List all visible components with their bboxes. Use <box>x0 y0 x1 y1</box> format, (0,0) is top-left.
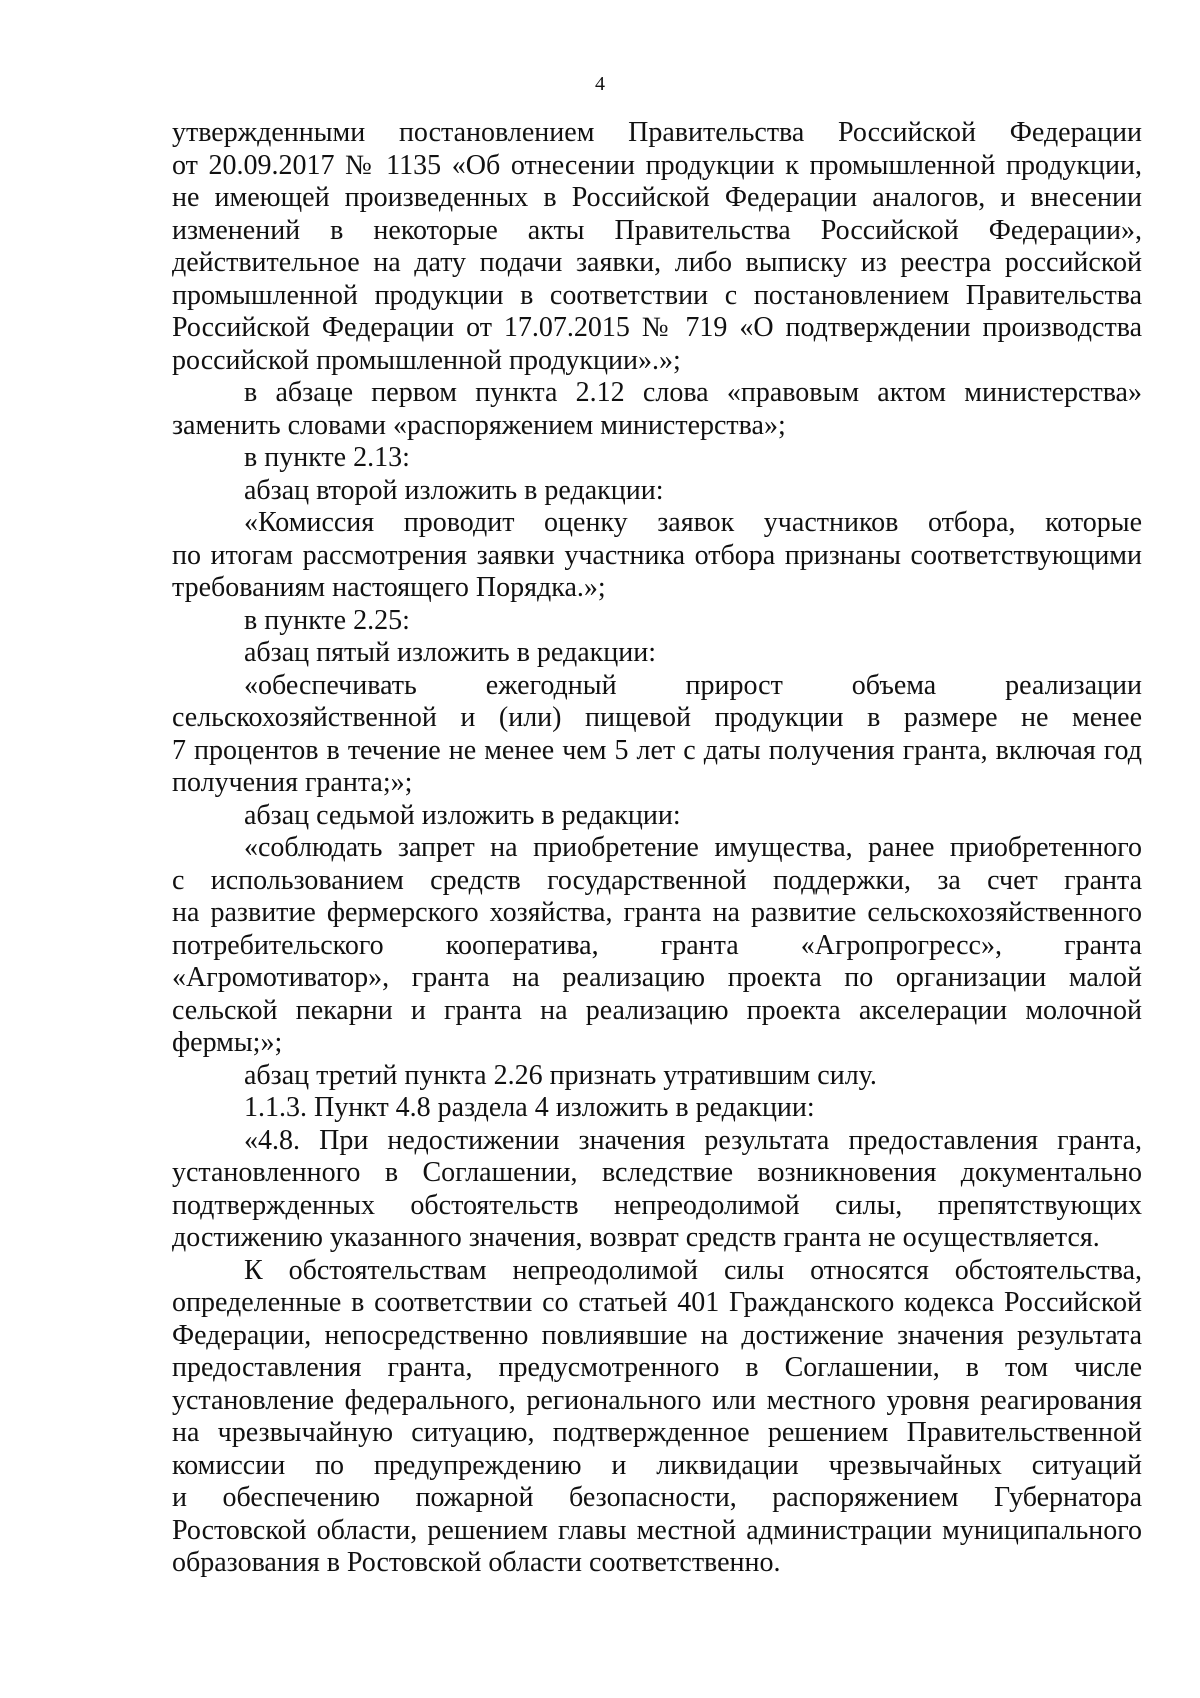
text-line: 7 процентов в течение не менее чем 5 лет с даты получения гранта, включая год <box>172 734 1142 766</box>
text-line: подтвержденных обстоятельств непреодолимой силы, препятствующих <box>172 1189 1142 1221</box>
text-line: установленного в Соглашении, вследствие возникновения документально <box>172 1157 1142 1188</box>
text-line: установление федерального, регионального или местного уровня реагирования <box>172 1384 1142 1416</box>
document-body <box>172 117 1142 1580</box>
text-line: и обеспечению пожарной безопасности, распоряжением Губернатора <box>172 1482 1142 1513</box>
text-line: требованиям настоящего Порядка.»; <box>172 572 606 603</box>
text-line: в абзаце первом пункта 2.12 слова «правовым актом министерства» <box>244 377 1142 408</box>
text-line: сельской пекарни и гранта на реализацию проекта акселерации молочной <box>172 994 1142 1026</box>
text-line: промышленной продукции в соответствии с постановлением Правительства <box>172 279 1142 311</box>
text-line: Ростовской области, решением главы местной администрации муниципального <box>172 1514 1142 1546</box>
text-line: достижению указанного значения, возврат средств гранта не осуществляется. <box>172 1222 1100 1253</box>
text-line: изменений в некоторые акты Правительства Российской Федерации», <box>172 214 1142 246</box>
text-line: «4.8. При недостижении значения результата предоставления гранта, <box>244 1124 1142 1156</box>
text-line: образования в Ростовской области соответственно. <box>172 1547 781 1578</box>
text-line: абзац второй изложить в редакции: <box>244 474 664 506</box>
text-line: российской промышленной продукции».»; <box>172 344 681 376</box>
text-line: получения гранта;»; <box>172 767 413 798</box>
text-line: Федерации, непосредственно повлиявшие на достижение значения результата <box>172 1319 1142 1351</box>
text-line: фермы;»; <box>172 1027 283 1058</box>
text-line: на развитие фермерского хозяйства, гранта на развитие сельскохозяйственного <box>172 897 1142 928</box>
text-line: сельскохозяйственной и (или) пищевой продукции в размере не менее <box>172 702 1142 733</box>
text-line: абзац пятый изложить в редакции: <box>244 637 656 668</box>
text-line: в пункте 2.13: <box>244 442 410 473</box>
text-line: потребительского кооператива, гранта «Агропрогресс», гранта <box>172 929 1142 961</box>
text-line: абзац седьмой изложить в редакции: <box>244 799 681 831</box>
text-line: от 20.09.2017 № 1135 «Об отнесении продукции к промышленной продукции, <box>172 149 1142 181</box>
text-line: по итогам рассмотрения заявки участника отбора признаны соответствующими <box>172 539 1142 571</box>
text-line: в пункте 2.25: <box>244 604 410 636</box>
text-line: утвержденными постановлением Правительства Российской Федерации <box>172 117 1142 148</box>
text-line: «Комиссия проводит оценку заявок участников отбора, которые <box>244 507 1142 538</box>
text-line: Российской Федерации от 17.07.2015 № 719 «О подтверждении производства <box>172 312 1142 343</box>
text-line: комиссии по предупреждению и ликвидации чрезвычайных ситуаций <box>172 1449 1142 1481</box>
text-line: «Агромотиватор», гранта на реализацию проекта по организации малой <box>172 962 1142 993</box>
text-line: заменить словами «распоряжением министерства»; <box>172 409 786 441</box>
text-line: не имеющей произведенных в Российской Федерации аналогов, и внесении <box>172 182 1142 213</box>
text-line: «соблюдать запрет на приобретение имущества, ранее приобретенного <box>244 832 1142 863</box>
page-number: 4 <box>595 73 605 95</box>
text-line: на чрезвычайную ситуацию, подтвержденное решением Правительственной <box>172 1417 1142 1448</box>
text-line: с использованием средств государственной поддержки, за счет гранта <box>172 864 1142 896</box>
text-line: «обеспечивать ежегодный прирост объема реализации <box>244 669 1142 701</box>
text-line: действительное на дату подачи заявки, либо выписку из реестра российской <box>172 247 1142 278</box>
text-line: абзац третий пункта 2.26 признать утратившим силу. <box>244 1059 877 1091</box>
text-line: К обстоятельствам непреодолимой силы относятся обстоятельства, <box>244 1254 1142 1286</box>
text-line: предоставления гранта, предусмотренного в Соглашении, в том числе <box>172 1352 1142 1383</box>
text-line: 1.1.3. Пункт 4.8 раздела 4 изложить в редакции: <box>244 1092 815 1123</box>
text-line: определенные в соответствии со статьей 401 Гражданского кодекса Российской <box>172 1287 1142 1318</box>
